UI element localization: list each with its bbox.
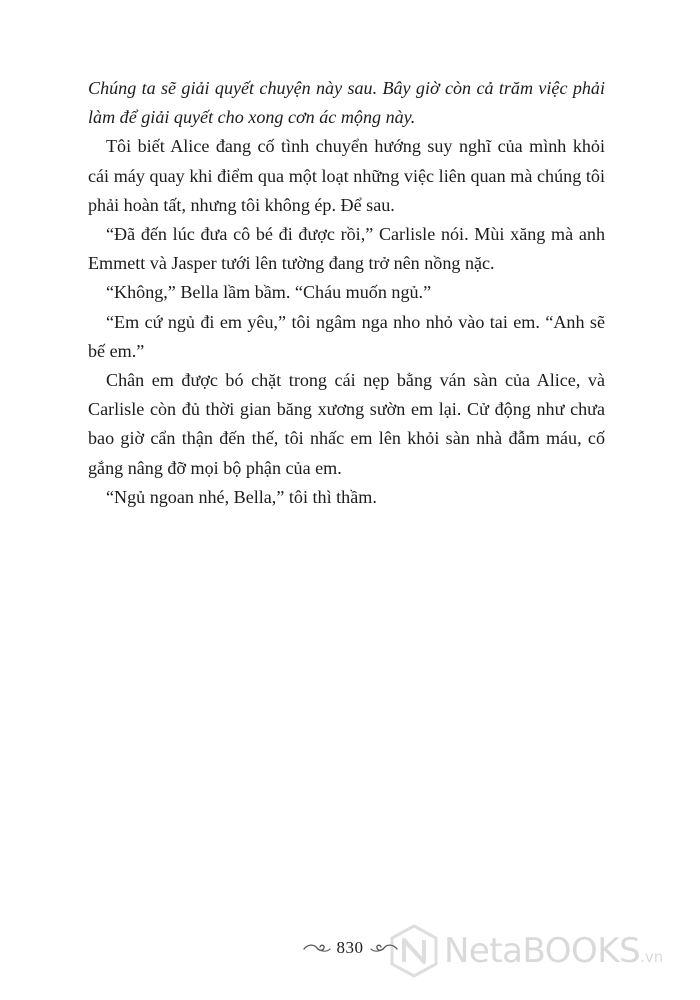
paragraph-1: Chúng ta sẽ giải quyết chuyện này sau. Bây giờ còn cả trăm việc phải làm để giải quyết cho xong cơn ác mộng này. xyxy=(88,78,605,128)
paragraph-7: “Ngủ ngoan nhé, Bella,” tôi thì thầm. xyxy=(106,486,377,507)
netabooks-n-logo-icon xyxy=(390,924,438,978)
watermark-brand-name: NetaBOOKS xyxy=(444,931,641,971)
paragraph-5: “Em cứ ngủ đi em yêu,” tôi ngâm nga nho nhỏ vào tai em. “Anh sẽ bế em.” xyxy=(88,311,605,361)
watermark xyxy=(390,924,663,978)
watermark-suffix: .vn xyxy=(640,948,664,966)
page-number: 830 xyxy=(336,938,364,957)
paragraph-3: “Đã đến lúc đưa cô bé đi được rồi,” Carlisle nói. Mùi xăng mà anh Emmett và Jasper tưới lên tường đang trở nên nồng nặc. xyxy=(88,224,605,274)
swirl-ornament-left-icon xyxy=(303,942,331,954)
paragraph-4: “Không,” Bella lầm bầm. “Cháu muốn ngủ.” xyxy=(106,282,432,303)
paragraph-6: Chân em được bó chặt trong cái nẹp bằng ván sàn của Alice, và Carlisle còn đủ thời gian băng xương sườn em lại. Cử động như chưa bao giờ cẩn thận đến thế, tôi nhấc em lên khỏi sàn nhà đẫm máu, cố gắng nâng đỡ mọi bộ phận của em. xyxy=(88,370,605,478)
paragraph-2: Tôi biết Alice đang cố tình chuyển hướng suy nghĩ của mình khỏi cái máy quay khi điểm qua một loạt những việc liên quan mà chúng tôi phải hoàn tất, nhưng tôi không ép. Để sau. xyxy=(88,136,605,215)
watermark-brand xyxy=(444,931,663,971)
page-body xyxy=(88,74,605,512)
